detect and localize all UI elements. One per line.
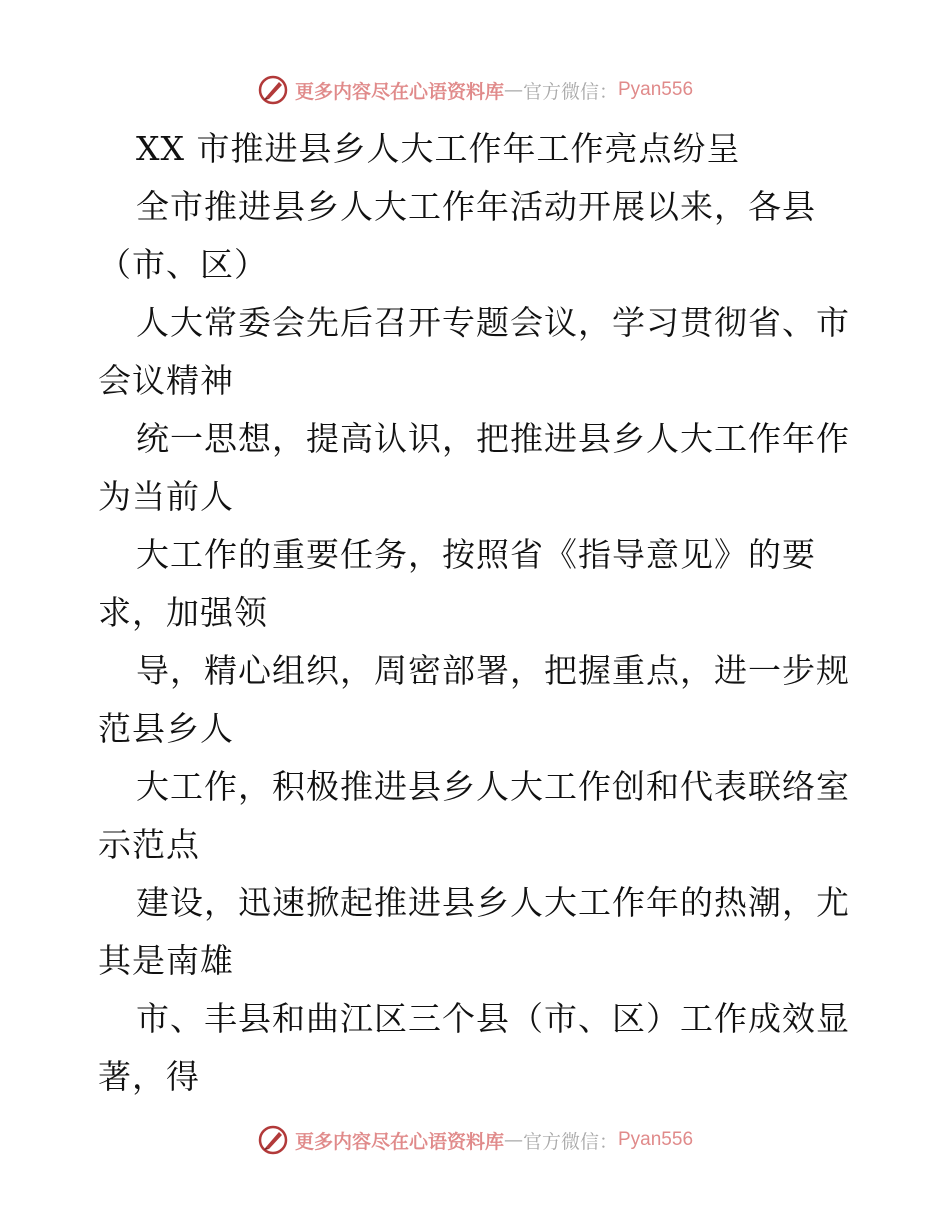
text-line: 建设，迅速掀起推进县乡人大工作年的热潮，尤 xyxy=(136,883,850,922)
watermark-wechat-id: Pyan556 xyxy=(618,79,694,100)
document-title: XX 市推进县乡人大工作年工作亮点纷呈 xyxy=(136,129,741,168)
pen-logo-icon xyxy=(257,74,289,106)
header-watermark xyxy=(0,72,950,108)
text-line: （市、区） xyxy=(98,245,268,284)
watermark-dash: — xyxy=(503,1129,523,1151)
watermark-wechat-id: Pyan556 xyxy=(618,1129,694,1150)
watermark-label: 官方微信： xyxy=(522,80,618,103)
text-line: 导，精心组织，周密部署，把握重点，进一步规 xyxy=(136,651,850,690)
document-body xyxy=(98,120,854,1106)
text-line: 统一思想，提高认识，把推进县乡人大工作年作 xyxy=(136,419,850,458)
text-line: 人大常委会先后召开专题会议，学习贯彻省、市 xyxy=(136,303,850,342)
text-line: 示范点 xyxy=(98,825,200,864)
watermark-dash: — xyxy=(503,79,523,101)
text-line: 其是南雄 xyxy=(98,941,234,980)
text-line: 会议精神 xyxy=(98,361,234,400)
text-line: 市、丰县和曲江区三个县（市、区）工作成效显 xyxy=(136,999,850,1038)
watermark-main-text: 更多内容尽在心语资料库 xyxy=(294,80,504,103)
footer-watermark xyxy=(0,1122,950,1158)
text-line: 为当前人 xyxy=(98,477,234,516)
text-line: 求，加强领 xyxy=(98,593,268,632)
text-line: 全市推进县乡人大工作年活动开展以来，各县 xyxy=(136,187,816,226)
text-line: 著，得 xyxy=(98,1057,200,1096)
watermark-label: 官方微信： xyxy=(522,1130,618,1153)
text-line: 大工作，积极推进县乡人大工作创和代表联络室 xyxy=(136,767,850,806)
text-line: 大工作的重要任务，按照省《指导意见》的要 xyxy=(136,535,816,574)
watermark-main-text: 更多内容尽在心语资料库 xyxy=(294,1130,504,1153)
pen-logo-icon xyxy=(257,1124,289,1156)
text-line: 范县乡人 xyxy=(98,709,234,748)
